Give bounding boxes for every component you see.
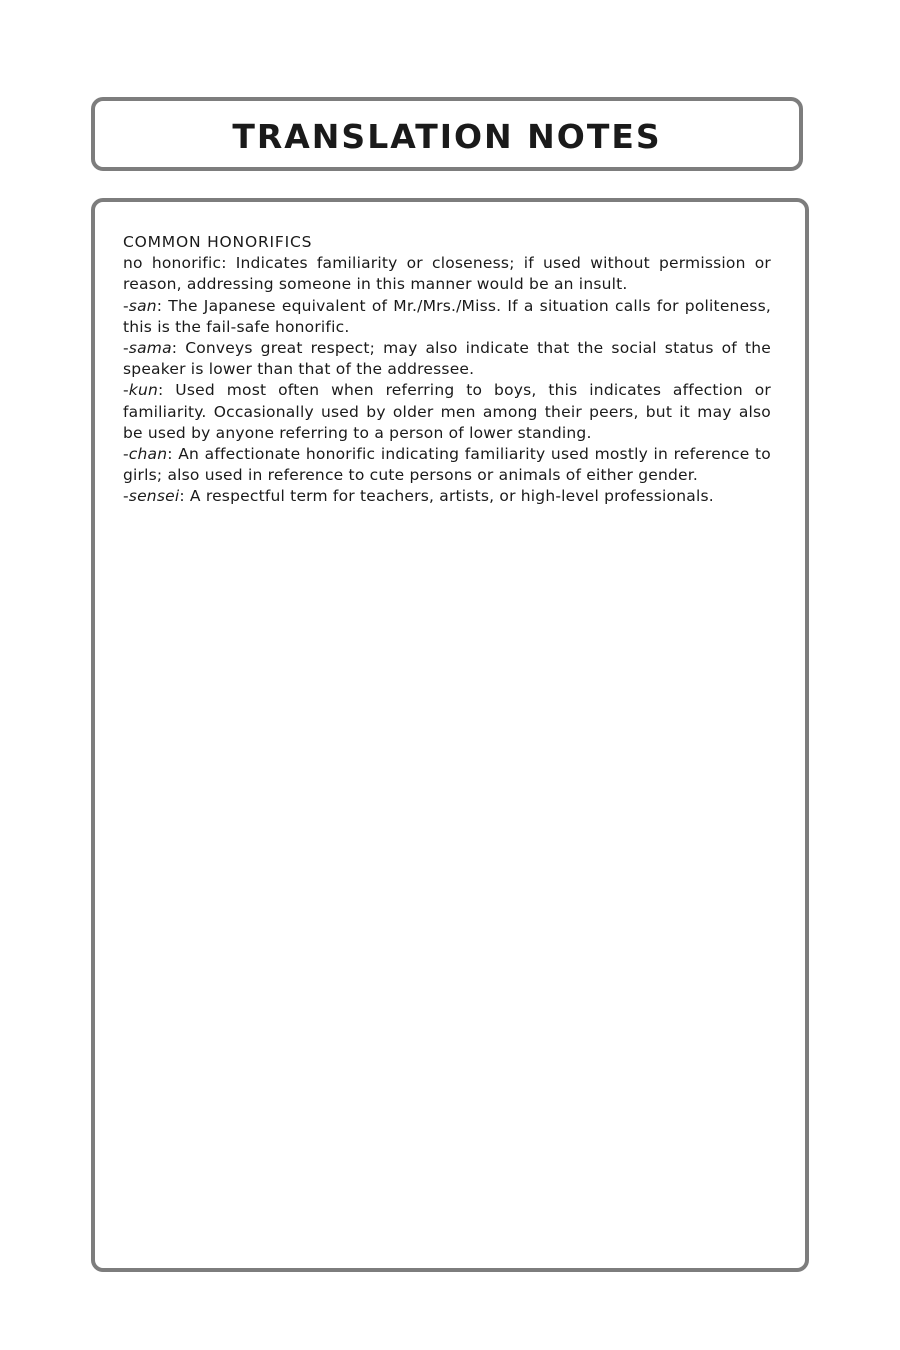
entry-definition: : The Japanese equivalent of Mr./Mrs./Miss. If a situation calls for politeness, this is the fail-safe honorific. <box>123 296 771 336</box>
entry-prefix: - <box>123 296 129 315</box>
entry-definition: : An affectionate honorific indicating familiarity used mostly in reference to girls; also used in reference to cute persons or animals of either gender. <box>123 445 771 485</box>
entry-prefix: - <box>123 339 129 358</box>
title-banner <box>91 97 803 171</box>
section-heading: COMMON HONORIFICS <box>123 233 313 251</box>
entry-term: no honorific <box>123 254 222 273</box>
entry-sama <box>123 338 771 380</box>
entry-prefix: - <box>123 381 129 400</box>
entry-chan <box>123 444 771 486</box>
notes-content <box>123 232 771 508</box>
entry-no-honorific <box>123 253 771 295</box>
entry-prefix: - <box>123 487 129 506</box>
entry-definition: : Indicates familiarity or closeness; if used without permission or reason, addressing someone in this manner would be an insult. <box>123 254 771 294</box>
entry-term: chan <box>128 445 168 464</box>
entry-term: san <box>128 296 157 315</box>
notes-panel <box>91 198 809 1272</box>
entry-san <box>123 296 771 338</box>
entry-definition: : Conveys great respect; may also indicate that the social status of the speaker is lower than that of the addressee. <box>123 339 771 379</box>
entry-term: kun <box>128 381 159 400</box>
entry-prefix: - <box>123 445 129 464</box>
page-title: TRANSLATION NOTES <box>232 116 662 156</box>
entry-kun <box>123 380 771 444</box>
entry-definition: : A respectful term for teachers, artists, or high-level professionals. <box>179 487 714 506</box>
entry-definition: : Used most often when referring to boys, this indicates affection or familiarity. Occasionally used by older men among their peers, but it may also be used by anyone referring to a person of lower standing. <box>123 381 771 442</box>
entry-sensei <box>123 486 771 507</box>
entry-term: sensei <box>128 487 180 506</box>
entry-term: sama <box>128 339 172 358</box>
